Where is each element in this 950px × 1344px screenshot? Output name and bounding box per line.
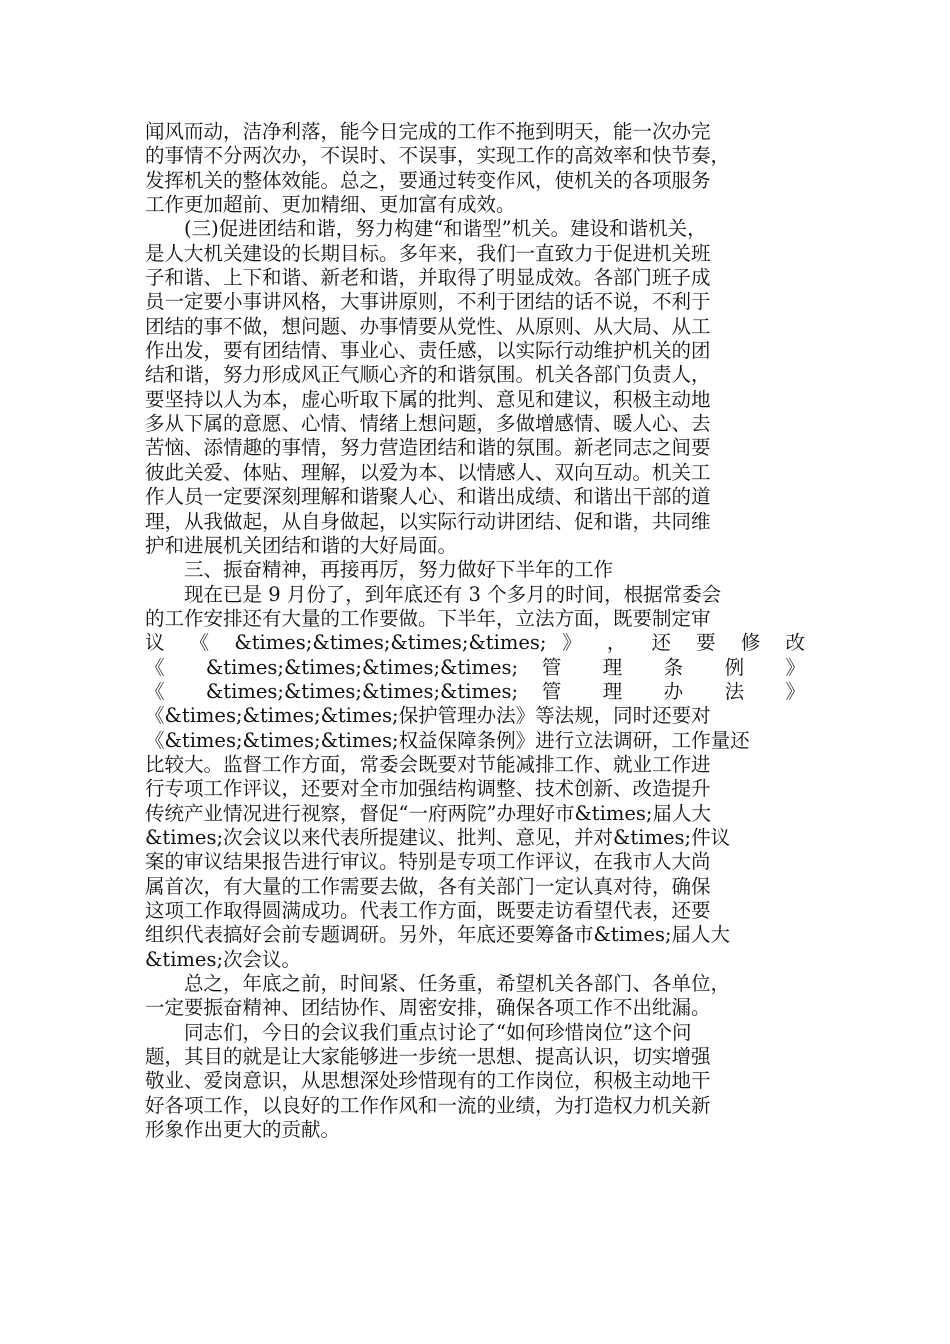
- document-body: [145, 120, 805, 1142]
- text-line: 现在已是 9 月份了，到年底还有 3 个多月的时间，根据常委会: [145, 582, 722, 606]
- text-line: 《&times;&times;&times;保护管理办法》等法规，同时还要对: [145, 704, 711, 728]
- text-line: 作人员一定要深刻理解和谐聚人心、和谐出成绩、和谐出干部的道: [145, 485, 711, 509]
- text-line: 题，其目的就是让大家能够进一步统一思想、提高认识，切实增强: [145, 1045, 711, 1069]
- text-line: 一定要振奋精神、团结协作、周密安排，确保各项工作不出纰漏。: [145, 996, 711, 1020]
- text-line: 议 《 &times;&times;&times;&times; 》 ， 还 要 修 改: [145, 631, 805, 655]
- text-line: 苦恼、添情趣的事情，努力营造团结和谐的氛围。新老同志之间要: [145, 436, 711, 460]
- text-line: 员一定要小事讲风格，大事讲原则，不利于团结的话不说，不利于: [145, 290, 711, 314]
- text-line: 这项工作取得圆满成功。代表工作方面，既要走访看望代表，还要: [145, 899, 711, 922]
- text-line: (三)促进团结和谐，努力构建“和谐型”机关。建设和谐机关，: [145, 217, 707, 241]
- text-line: 行专项工作评议，还要对全市加强结构调整、技术创新、改造提升: [145, 777, 711, 801]
- text-line: 子和谐、上下和谐、新老和谐，并取得了明显成效。各部门班子成: [145, 266, 711, 290]
- text-line: 的工作安排还有大量的工作要做。下半年，立法方面，既要制定审: [145, 606, 711, 630]
- text-line: 作出发，要有团结情、事业心、责任感，以实际行动维护机关的团: [145, 339, 711, 363]
- text-line: 敬业、爱岗意识，从思想深处珍惜现有的工作岗位，积极主动地干: [145, 1069, 711, 1093]
- text-line: 案的审议结果报告进行审议。特别是专项工作评议，在我市人大尚: [145, 850, 711, 874]
- text-line: 多从下属的意愿、心情、情绪上想问题，多做增感情、暖人心、去: [145, 412, 711, 436]
- text-line: 《&times;&times;&times;权益保障条例》进行立法调研，工作量还: [145, 728, 750, 752]
- text-line: 发挥机关的整体效能。总之，要通过转变作风，使机关的各项服务: [145, 168, 711, 192]
- text-line: 同志们，今日的会议我们重点讨论了“如何珍惜岗位”这个问: [145, 1020, 692, 1044]
- text-line: &times;次会议。: [145, 947, 302, 971]
- text-line: &times;次会议以来代表所提建议、批判、意见，并对&times;件议: [145, 825, 731, 849]
- text-line: 比较大。监督工作方面，常委会既要对节能减排工作、就业工作进: [145, 752, 711, 776]
- text-line: 《 &times;&times;&times;&times; 管 理 办 法 》: [145, 679, 805, 703]
- text-line: 形象作出更大的贡献。: [145, 1118, 341, 1142]
- text-line: 是人大机关建设的长期目标。多年来，我们一直致力于促进机关班: [145, 241, 711, 265]
- text-line: 工作更加超前、更加精细、更加富有成效。: [145, 193, 516, 217]
- text-line: 的事情不分两次办，不误时、不误事，实现工作的高效率和快节奏，: [145, 144, 731, 168]
- text-line: 《 &times;&times;&times;&times; 管 理 条 例 》: [145, 655, 805, 679]
- section-heading: 三、振奋精神，再接再厉，努力做好下半年的工作: [145, 558, 614, 582]
- text-line: 好各项工作，以良好的工作作风和一流的业绩，为打造权力机关新: [145, 1093, 711, 1117]
- text-line: 团结的事不做，想问题、办事情要从党性、从原则、从大局、从工: [145, 314, 711, 338]
- text-line: 理，从我做起，从自身做起，以实际行动讲团结、促和谐，共同维: [145, 509, 711, 533]
- text-line: 彼此关爱、体贴、理解，以爱为本、以情感人、双向互动。机关工: [145, 460, 711, 484]
- text-line: 组织代表搞好会前专题调研。另外，年底还要筹备市&times;届人大: [145, 923, 731, 947]
- text-line: 护和进展机关团结和谐的大好局面。: [145, 533, 458, 557]
- text-line: 闻风而动，洁净利落，能今日完成的工作不拖到明天，能一次办完: [145, 120, 711, 143]
- text-line: 结和谐，努力形成风正气顺心齐的和谐氛围。机关各部门负责人，: [145, 363, 711, 387]
- text-line: 总之，年底之前，时间紧、任务重，希望机关各部门、各单位，: [145, 972, 731, 996]
- text-line: 属首次，有大量的工作需要去做，各有关部门一定认真对待，确保: [145, 874, 711, 898]
- text-line: 传统产业情况进行视察，督促“一府两院”办理好市&times;届人大: [145, 801, 711, 825]
- text-line: 要坚持以人为本，虚心听取下属的批判、意见和建议，积极主动地: [145, 387, 711, 411]
